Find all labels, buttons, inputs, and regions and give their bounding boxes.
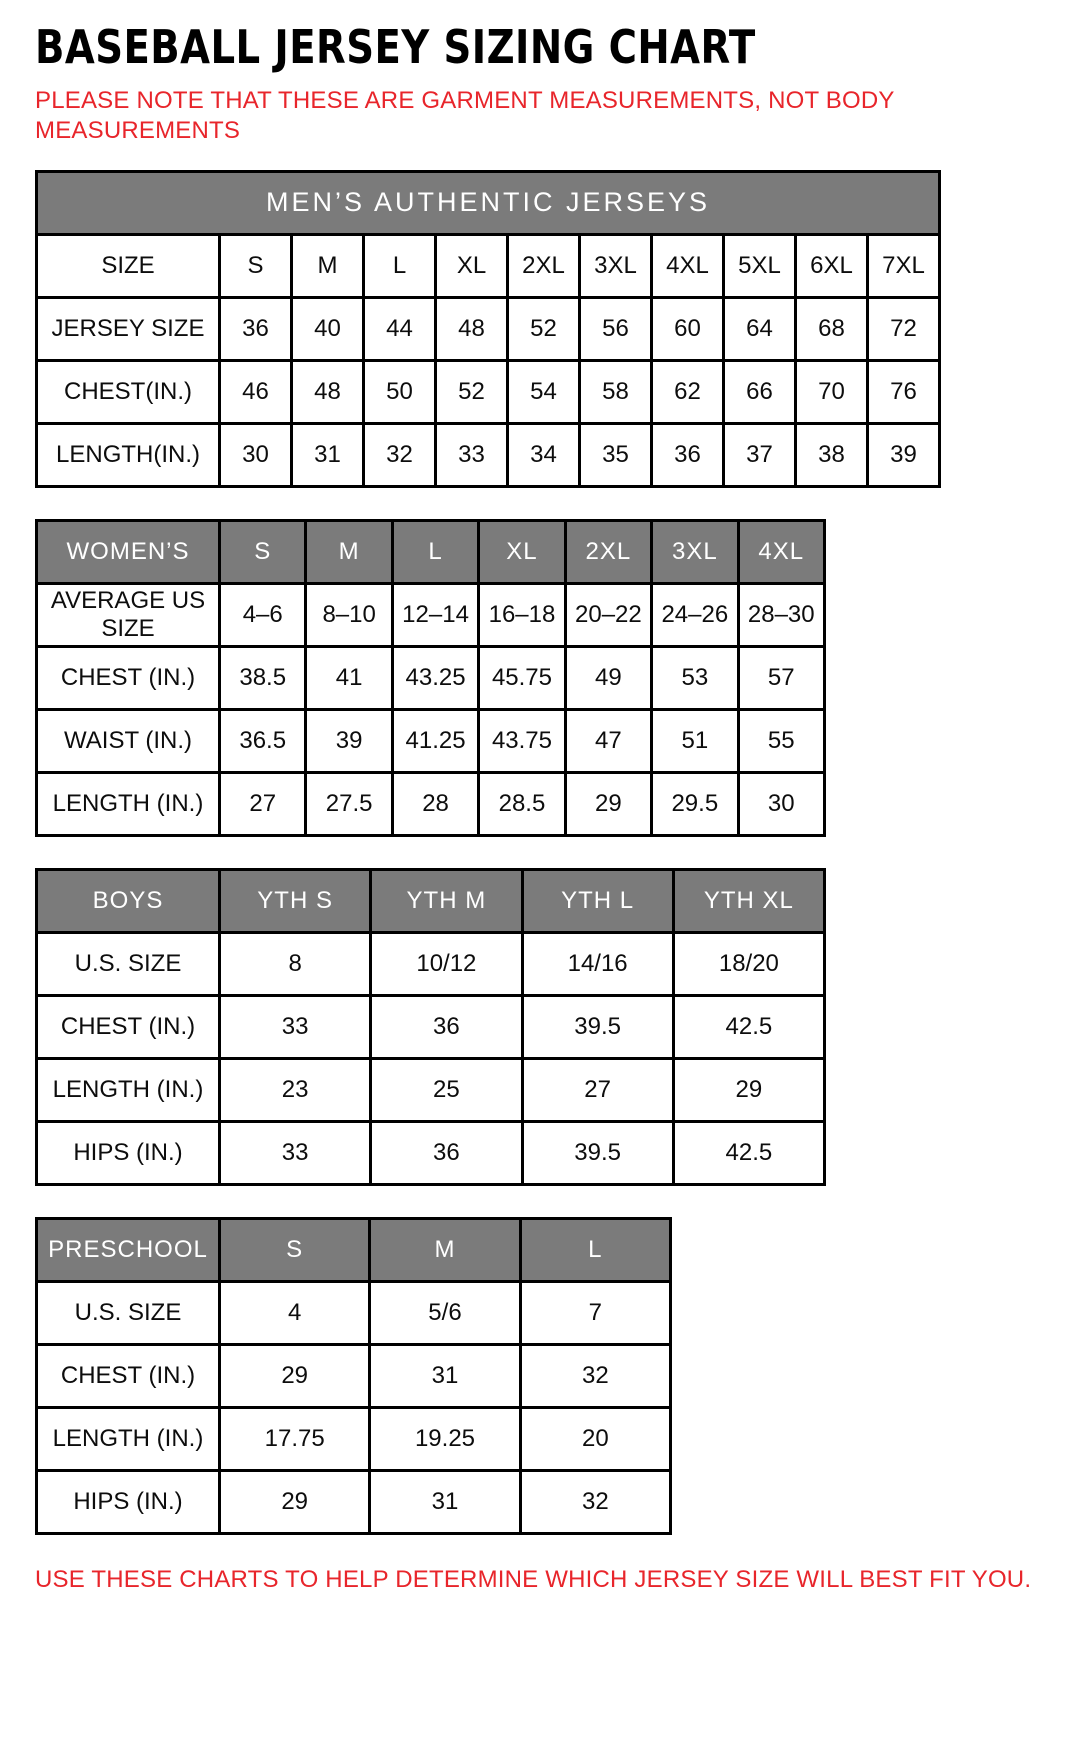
value-cell: 31 <box>292 424 364 487</box>
boys-row-1 <box>37 996 825 1059</box>
value-cell: 37 <box>724 424 796 487</box>
preschool-row-0 <box>37 1282 671 1345</box>
value-cell: 4–6 <box>220 584 306 647</box>
womens-row-3 <box>37 773 825 836</box>
mens-row-3 <box>37 424 940 487</box>
preschool-row-1 <box>37 1345 671 1408</box>
value-cell: 28 <box>392 773 478 836</box>
value-cell: L <box>364 235 436 298</box>
value-cell: 54 <box>508 361 580 424</box>
value-cell: 72 <box>868 298 940 361</box>
value-cell: 50 <box>364 361 436 424</box>
preschool-row-3 <box>37 1471 671 1534</box>
row-label: CHEST (IN.) <box>37 996 220 1059</box>
value-cell: 25 <box>371 1059 522 1122</box>
value-cell: 51 <box>652 710 738 773</box>
womens-row-2 <box>37 710 825 773</box>
value-cell: 60 <box>652 298 724 361</box>
mens-table-title: MEN’S AUTHENTIC JERSEYS <box>37 172 940 235</box>
row-label: SIZE <box>37 235 220 298</box>
value-cell: 20 <box>520 1408 670 1471</box>
value-cell: 43.25 <box>392 647 478 710</box>
value-cell: 33 <box>220 996 371 1059</box>
preschool-header-cell: L <box>520 1219 670 1282</box>
footer-note: USE THESE CHARTS TO HELP DETERMINE WHICH JERSEY SIZE WILL BEST FIT YOU. <box>35 1566 1032 1593</box>
value-cell: 46 <box>220 361 292 424</box>
boys-row-0 <box>37 933 825 996</box>
value-cell: 24–26 <box>652 584 738 647</box>
row-label: AVERAGE US SIZE <box>37 584 220 647</box>
value-cell: 55 <box>738 710 824 773</box>
row-label: JERSEY SIZE <box>37 298 220 361</box>
womens-header-cell: XL <box>479 521 565 584</box>
value-cell: 32 <box>520 1345 670 1408</box>
value-cell: 17.75 <box>220 1408 370 1471</box>
mens-row-2 <box>37 361 940 424</box>
value-cell: 41.25 <box>392 710 478 773</box>
mens-row-1 <box>37 298 940 361</box>
value-cell: 12–14 <box>392 584 478 647</box>
value-cell: 33 <box>436 424 508 487</box>
value-cell: 33 <box>220 1122 371 1185</box>
mens-sizing-table <box>35 170 941 488</box>
row-label: WAIST (IN.) <box>37 710 220 773</box>
value-cell: 43.75 <box>479 710 565 773</box>
value-cell: 76 <box>868 361 940 424</box>
value-cell: S <box>220 235 292 298</box>
row-label: LENGTH(IN.) <box>37 424 220 487</box>
row-label: LENGTH (IN.) <box>37 1059 220 1122</box>
row-label: CHEST(IN.) <box>37 361 220 424</box>
value-cell: 29 <box>565 773 651 836</box>
value-cell: 49 <box>565 647 651 710</box>
value-cell: 16–18 <box>479 584 565 647</box>
womens-header-cell: S <box>220 521 306 584</box>
value-cell: 28.5 <box>479 773 565 836</box>
value-cell: 19.25 <box>370 1408 520 1471</box>
value-cell: 47 <box>565 710 651 773</box>
value-cell: 48 <box>292 361 364 424</box>
preschool-row-2 <box>37 1408 671 1471</box>
womens-header-cell: 4XL <box>738 521 824 584</box>
value-cell: 34 <box>508 424 580 487</box>
value-cell: 57 <box>738 647 824 710</box>
value-cell: 27 <box>522 1059 673 1122</box>
value-cell: 5/6 <box>370 1282 520 1345</box>
value-cell: 39 <box>868 424 940 487</box>
value-cell: 44 <box>364 298 436 361</box>
row-label: U.S. SIZE <box>37 933 220 996</box>
boys-row-3 <box>37 1122 825 1185</box>
value-cell: 29 <box>673 1059 824 1122</box>
value-cell: 42.5 <box>673 996 824 1059</box>
womens-header-cell: L <box>392 521 478 584</box>
value-cell: 42.5 <box>673 1122 824 1185</box>
value-cell: 52 <box>508 298 580 361</box>
value-cell: M <box>292 235 364 298</box>
boys-header-cell: YTH XL <box>673 870 824 933</box>
boys-row-2 <box>37 1059 825 1122</box>
boys-header-cell: YTH M <box>371 870 522 933</box>
row-label: U.S. SIZE <box>37 1282 220 1345</box>
value-cell: 52 <box>436 361 508 424</box>
mens-title-row <box>37 172 940 235</box>
value-cell: 62 <box>652 361 724 424</box>
preschool-header-label: PRESCHOOL <box>37 1219 220 1282</box>
value-cell: 36 <box>371 1122 522 1185</box>
boys-sizing-table <box>35 868 826 1186</box>
preschool-sizing-table <box>35 1217 672 1535</box>
value-cell: 28–30 <box>738 584 824 647</box>
value-cell: 23 <box>220 1059 371 1122</box>
value-cell: 41 <box>306 647 392 710</box>
value-cell: 64 <box>724 298 796 361</box>
preschool-header-cell: S <box>220 1219 370 1282</box>
womens-header-label: WOMEN’S <box>37 521 220 584</box>
value-cell: 5XL <box>724 235 796 298</box>
value-cell: 35 <box>580 424 652 487</box>
value-cell: 31 <box>370 1471 520 1534</box>
value-cell: 36.5 <box>220 710 306 773</box>
value-cell: 7 <box>520 1282 670 1345</box>
value-cell: 4XL <box>652 235 724 298</box>
value-cell: 45.75 <box>479 647 565 710</box>
row-label: LENGTH (IN.) <box>37 1408 220 1471</box>
value-cell: 18/20 <box>673 933 824 996</box>
value-cell: 39 <box>306 710 392 773</box>
value-cell: 3XL <box>580 235 652 298</box>
value-cell: XL <box>436 235 508 298</box>
value-cell: 38.5 <box>220 647 306 710</box>
womens-sizing-table <box>35 519 826 837</box>
value-cell: 39.5 <box>522 1122 673 1185</box>
value-cell: 4 <box>220 1282 370 1345</box>
boys-header-label: BOYS <box>37 870 220 933</box>
row-label: HIPS (IN.) <box>37 1122 220 1185</box>
row-label: HIPS (IN.) <box>37 1471 220 1534</box>
boys-header-cell: YTH L <box>522 870 673 933</box>
value-cell: 40 <box>292 298 364 361</box>
value-cell: 30 <box>738 773 824 836</box>
womens-header-cell: M <box>306 521 392 584</box>
value-cell: 32 <box>520 1471 670 1534</box>
value-cell: 7XL <box>868 235 940 298</box>
value-cell: 29.5 <box>652 773 738 836</box>
value-cell: 68 <box>796 298 868 361</box>
value-cell: 32 <box>364 424 436 487</box>
boys-header-row <box>37 870 825 933</box>
womens-header-row <box>37 521 825 584</box>
value-cell: 27 <box>220 773 306 836</box>
value-cell: 2XL <box>508 235 580 298</box>
value-cell: 27.5 <box>306 773 392 836</box>
value-cell: 29 <box>220 1345 370 1408</box>
value-cell: 36 <box>652 424 724 487</box>
row-label: CHEST (IN.) <box>37 647 220 710</box>
mens-row-0 <box>37 235 940 298</box>
womens-row-0 <box>37 584 825 647</box>
value-cell: 39.5 <box>522 996 673 1059</box>
row-label: CHEST (IN.) <box>37 1345 220 1408</box>
garment-measurement-note: PLEASE NOTE THAT THESE ARE GARMENT MEASUREMENTS, NOT BODY MEASUREMENTS <box>35 87 895 144</box>
page-title: BASEBALL JERSEY SIZING CHART <box>35 20 756 74</box>
value-cell: 56 <box>580 298 652 361</box>
value-cell: 6XL <box>796 235 868 298</box>
value-cell: 31 <box>370 1345 520 1408</box>
value-cell: 20–22 <box>565 584 651 647</box>
value-cell: 29 <box>220 1471 370 1534</box>
preschool-header-cell: M <box>370 1219 520 1282</box>
value-cell: 66 <box>724 361 796 424</box>
boys-header-cell: YTH S <box>220 870 371 933</box>
value-cell: 58 <box>580 361 652 424</box>
value-cell: 36 <box>371 996 522 1059</box>
womens-header-cell: 2XL <box>565 521 651 584</box>
value-cell: 36 <box>220 298 292 361</box>
value-cell: 70 <box>796 361 868 424</box>
value-cell: 14/16 <box>522 933 673 996</box>
row-label: LENGTH (IN.) <box>37 773 220 836</box>
womens-header-cell: 3XL <box>652 521 738 584</box>
value-cell: 10/12 <box>371 933 522 996</box>
value-cell: 48 <box>436 298 508 361</box>
womens-row-1 <box>37 647 825 710</box>
value-cell: 53 <box>652 647 738 710</box>
value-cell: 8 <box>220 933 371 996</box>
value-cell: 30 <box>220 424 292 487</box>
preschool-header-row <box>37 1219 671 1282</box>
value-cell: 8–10 <box>306 584 392 647</box>
value-cell: 38 <box>796 424 868 487</box>
